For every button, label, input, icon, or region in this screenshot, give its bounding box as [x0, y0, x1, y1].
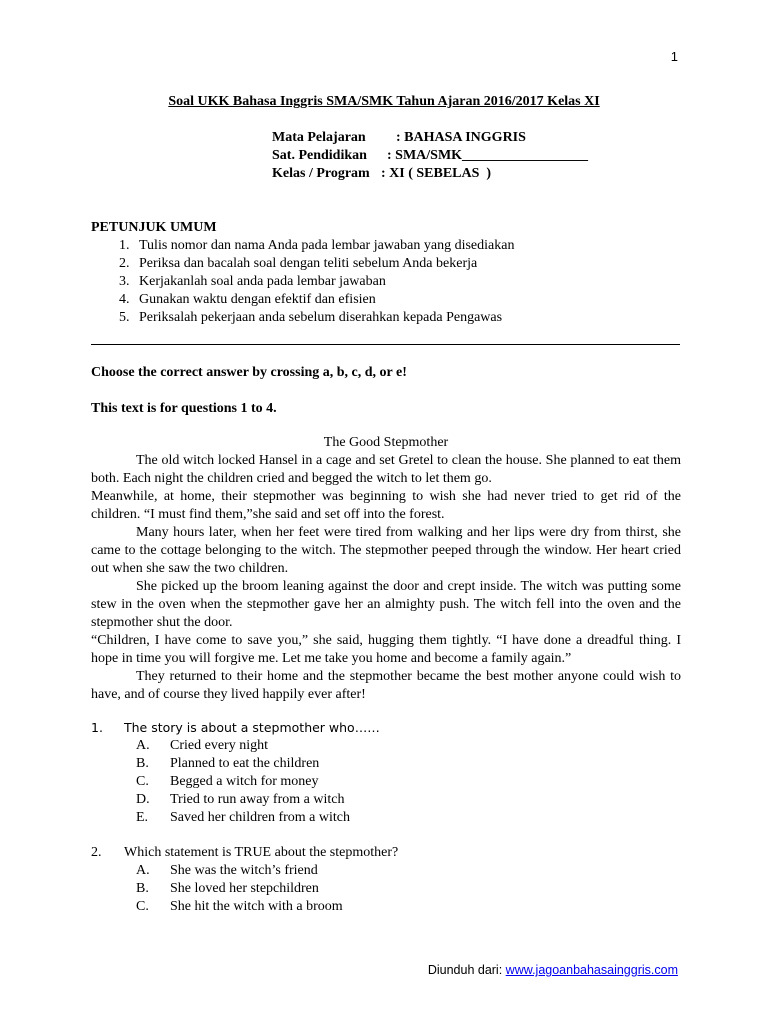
option-text: Planned to eat the children [170, 756, 320, 771]
meta-row-satdik [272, 147, 588, 165]
option-text: Saved her children from a witch [170, 810, 350, 825]
reading-text [91, 434, 681, 704]
story-paragraph: “Children, I have come to save you,” she said, hugging them tightly. “I have done a dreadful thing. I hope in time you will forgive me. Let me take you home and become a family again.” [91, 633, 681, 666]
source-link[interactable]: www.jagoanbahasainggris.com [505, 963, 678, 977]
option-letter: A. [136, 863, 150, 878]
option-letter: E. [136, 810, 149, 825]
answer-option[interactable] [136, 791, 691, 809]
option-letter: C. [136, 774, 149, 789]
meta-row-kelas [272, 165, 588, 183]
answer-option[interactable] [136, 737, 691, 755]
meta-key: Mata Pelajaran [272, 130, 366, 145]
answer-option[interactable] [136, 809, 691, 827]
list-item: 1. Tulis nomor dan nama Anda pada lembar jawaban yang disediakan [133, 237, 514, 255]
story-paragraph: Many hours later, when her feet were tired from walking and her lips were dry from thirst, she came to the cottage belonging to the witch. The stepmother peeped through the window. Her heart cried out when she saw the two children. [91, 525, 681, 576]
question-1 [91, 719, 691, 827]
list-item: 5. Periksalah pekerjaan anda sebelum diserahkan kepada Pengawas [133, 309, 514, 327]
text-reference: This text is for questions 1 to 4. [91, 401, 277, 416]
exam-metadata [272, 129, 588, 183]
option-text: She was the witch’s friend [170, 863, 318, 878]
list-item: 3. Kerjakanlah soal anda pada lembar jawaban [133, 273, 514, 291]
answer-option[interactable] [136, 773, 691, 791]
meta-key: Kelas / Program [272, 166, 370, 181]
option-letter: A. [136, 738, 150, 753]
answer-option[interactable] [136, 755, 691, 773]
download-source [428, 961, 678, 979]
question-text: Which statement is TRUE about the stepmother? [124, 845, 399, 860]
answer-instruction: Choose the correct answer by crossing a, b, c, d, or e! [91, 365, 407, 380]
general-instructions [91, 219, 514, 327]
instructions-list [91, 237, 514, 327]
option-text: Begged a witch for money [170, 774, 319, 789]
option-letter: C. [136, 899, 149, 914]
story-paragraph: The old witch locked Hansel in a cage and set Gretel to clean the house. She planned to eat them both. Each night the children cried and begged the witch to let them go. [91, 453, 681, 486]
meta-value: : SMA/SMK__________________ [387, 148, 589, 163]
option-text: She loved her stepchildren [170, 881, 319, 896]
list-item: 2. Periksa dan bacalah soal dengan teliti sebelum Anda bekerja [133, 255, 514, 273]
meta-key: Sat. Pendidikan [272, 148, 367, 163]
story-paragraph: They returned to their home and the stepmother became the best mother anyone could wish to have, and of course they lived happily ever after! [91, 669, 681, 702]
footer-label: Diunduh dari: [427, 963, 503, 977]
option-letter: B. [136, 756, 149, 771]
option-text: Cried every night [170, 738, 268, 753]
instructions-heading: PETUNJUK UMUM [91, 220, 217, 235]
story-title: The Good Stepmother [323, 435, 449, 450]
meta-row-mapel [272, 129, 588, 147]
question-stem [91, 719, 691, 737]
option-text: She hit the witch with a broom [170, 899, 343, 914]
option-text: Tried to run away from a witch [170, 792, 345, 807]
question-number: 2. [91, 845, 102, 860]
option-letter: D. [136, 792, 150, 807]
answer-option[interactable] [136, 880, 691, 898]
page-number: 1 [670, 49, 678, 64]
divider [91, 344, 680, 345]
story-paragraph: She picked up the broom leaning against the door and crept inside. The witch was putting some stew in the oven when the stepmother gave her an almighty push. The witch fell into the oven and the stepmother shut the door. [91, 579, 681, 630]
question-stem [91, 844, 691, 862]
answer-options [136, 862, 691, 916]
question-2 [91, 844, 691, 916]
answer-option[interactable] [136, 898, 691, 916]
answer-option[interactable] [136, 862, 691, 880]
question-text: The story is about a stepmother who…… [124, 720, 380, 735]
answer-options [136, 737, 691, 827]
question-number: 1. [91, 720, 103, 735]
meta-value: : XI ( SEBELAS ) [381, 166, 492, 181]
document-title: Soal UKK Bahasa Inggris SMA/SMK Tahun Ajaran 2016/2017 Kelas XI [168, 94, 600, 109]
story-paragraph: Meanwhile, at home, their stepmother was beginning to wish she had never tried to get rid of the children. “I must find them,”she said and set off into the forest. [91, 489, 681, 522]
list-item: 4. Gunakan waktu dengan efektif dan efisien [133, 291, 514, 309]
meta-value: : BAHASA INGGRIS [396, 130, 526, 145]
option-letter: B. [136, 881, 149, 896]
